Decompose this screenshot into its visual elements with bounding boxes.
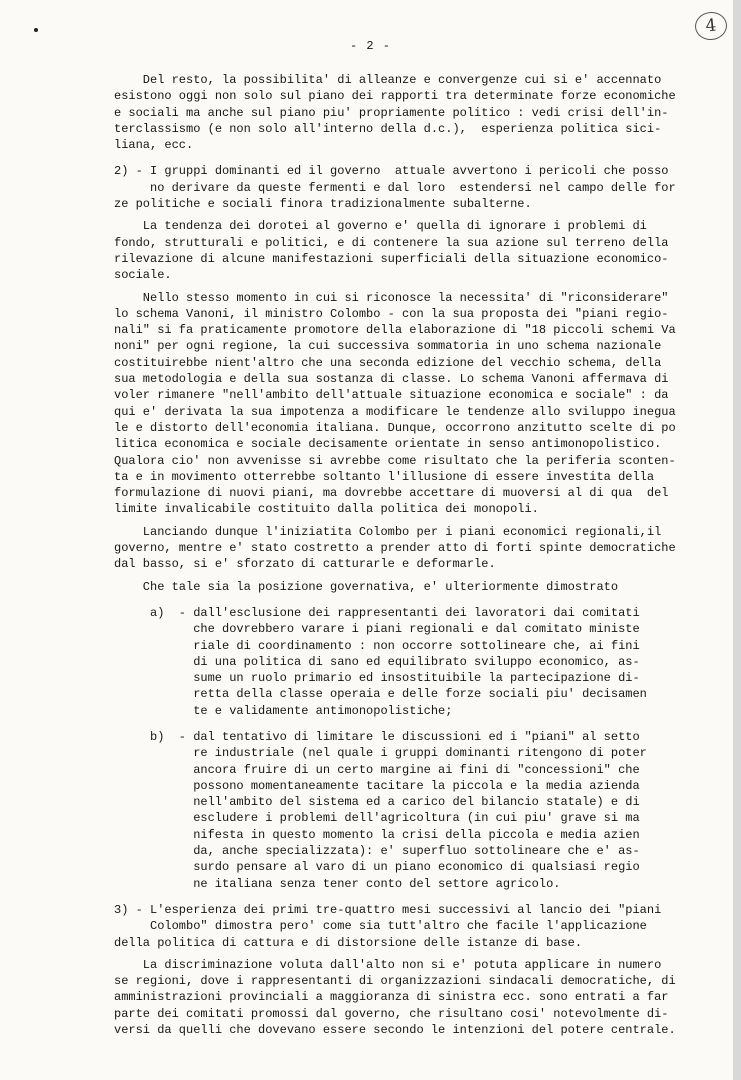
text-line: se regioni, dove i rappresentanti di organizzazioni sindacali democratiche, di [114,974,676,989]
text-line: nifesta in questo momento la crisi della piccola e media azien [150,827,640,842]
text-line: sociale. [114,268,172,283]
text-line: sume un ruolo primario ed insostituibile la partecipazione di- [150,671,640,686]
text-line: costituirebbe nient'altro che una seconda edizione del vecchio schema, della [114,355,662,370]
text-line: amministrazioni provinciali a maggioranza di sinistra ecc. sono entrati a far [114,990,669,1005]
text-line: nell'ambito del sistema ed a carico del bilancio statale) e di [150,795,640,810]
text-line: della politica di cattura e di distorsione delle istanze di base. [114,935,583,950]
list-item-b [114,729,674,892]
paragraph [114,290,674,518]
text-line: voler rimanere "nell'ambito dell'attuale situazione economica e sociale" : da [114,388,669,403]
paragraph [114,524,674,573]
text-line: parte dei comitati promossi dal governo, che risultano cosi' notevolmente di- [114,1006,669,1021]
text-line: sua metodologia e della sua sostanza di classe. Lo schema Vanoni affermava di [114,372,669,387]
text-line: Nello stesso momento in cui si riconosce la necessita' di "riconsiderare" [114,290,669,305]
text-line: lo schema Vanoni, il ministro Colombo - con la sua proposta dei "piani regio- [114,306,669,321]
text-line: no derivare da queste fermenti e dal loro estendersi nel campo delle for [114,180,676,195]
text-line: ze politiche e sociali finora tradizionalmente subalterne. [114,197,532,212]
text-line: nali" si fa praticamente promotore della elaborazione di "18 piccoli schemi Va [114,323,676,338]
text-line: Colombo" dimostra pero' come sia tutt'altro che facile l'applicazione [114,919,647,934]
text-line: dal basso, si e' sforzato di catturarle e deformarle. [114,557,496,572]
text-line: 3) - L'esperienza dei primi tre-quattro mesi successivi al lancio dei "piani [114,902,662,917]
paragraph [114,163,674,212]
text-line: re industriale (nel quale i gruppi dominanti ritengono di poter [150,746,647,761]
text-line: ancora fruire di un certo margine ai fini di "concessioni" che [150,762,640,777]
text-line: ne italiana senza tener conto del settore agricolo. [150,876,561,891]
text-line: noni" per ogni regione, la cui successiva sommatoria in uno schema nazionale [114,339,662,354]
text-line: da, anche specializzata): e' superfluo sottolineare che e' as- [150,844,640,859]
text-line: Che tale sia la posizione governativa, e' ulteriormente dimostrato [114,579,619,594]
paragraph [114,218,674,283]
paragraph [114,957,674,1038]
text-line: surdo pensare al varo di un piano economico di qualsiasi regio [150,860,640,875]
text-line: fondo, strutturali e politici, e di contenere la sua azione sul terreno della [114,235,669,250]
text-line: Del resto, la possibilita' di alleanze e convergenze cui si e' accennato [114,73,662,87]
text-line: La tendenza dei dorotei al governo e' quella di ignorare i problemi di [114,219,647,234]
text-line: le e distorto dell'economia italiana. Dunque, occorrono anzitutto scelte di po [114,420,676,435]
text-line: liana, ecc. [114,138,194,153]
list-item-a [114,605,674,719]
text-line: Qualora cio' non avvenisse si avrebbe come risultato che la periferia sconten- [114,453,676,468]
text-line: 2) - I gruppi dominanti ed il governo attuale avvertono i pericoli che posso [114,164,669,179]
text-line: a) - dall'esclusione dei rappresentanti dei lavoratori dai comitati [150,605,640,620]
text-line: esistono oggi non solo sul piano dei rapporti tra determinate forze economiche [114,89,676,104]
text-line: litica economica e sociale decisamente orientate in senso antimonopolistico. [114,437,662,452]
text-line: rilevazione di alcune manifestazioni superficiali della situazione economico- [114,251,669,266]
text-line: La discriminazione voluta dall'alto non si e' potuta applicare in numero [114,957,662,972]
text-line: governo, mentre e' stato costretto a prender atto di forti spinte democratiche [114,541,676,556]
paragraph [114,902,674,951]
paragraph [114,579,674,595]
text-line: versi da quelli che dovevano essere secondo le intenzioni del potere centrale. [114,1023,676,1038]
text-line: che dovrebbero varare i piani regionali e dal comitato ministe [150,622,640,637]
page-stamp: 4 [694,10,729,41]
text-line: ta e in movimento otterrebbe soltanto l'illusione di essere investita della [114,469,655,484]
text-line: te e validamente antimonopolistiche; [150,703,453,718]
document-body [114,72,674,1048]
text-line: b) - dal tentativo di limitare le discussioni ed i "piani" al setto [150,729,640,744]
text-line: escludere i problemi dell'agricoltura (in cui piu' grave si ma [150,811,640,826]
text-line: retta della classe operaia e delle forze sociali piu' decisamen [150,687,647,702]
text-line: Lanciando dunque l'iniziatita Colombo per i piani economici regionali,il [114,524,662,539]
text-line: qui e' derivata la sua impotenza a modificare le tendenze allo sviluppo inegua [114,404,676,419]
page-number: - 2 - [349,39,391,53]
paragraph [114,72,674,153]
text-line: di una politica di sano ed equilibrato sviluppo economico, as- [150,654,640,669]
margin-dot [34,28,38,32]
scan-edge [733,0,741,1080]
text-line: terclassismo (e non solo all'interno della d.c.), esperienza politica sici- [114,121,662,136]
text-line: riale di coordinamento : non occorre sottolineare che, ai fini [150,638,640,653]
text-line: formulazione di nuovi piani, ma dovrebbe accettare di muoversi al di qua del [114,486,669,501]
text-line: e sociali ma anche sul piano piu' propriamente politico : vedi crisi dell'in- [114,105,669,120]
text-line: possono momentaneamente tacitare la piccola e la media azienda [150,778,640,793]
text-line: limite invalicabile costituito dalla politica dei monopoli. [114,502,539,517]
